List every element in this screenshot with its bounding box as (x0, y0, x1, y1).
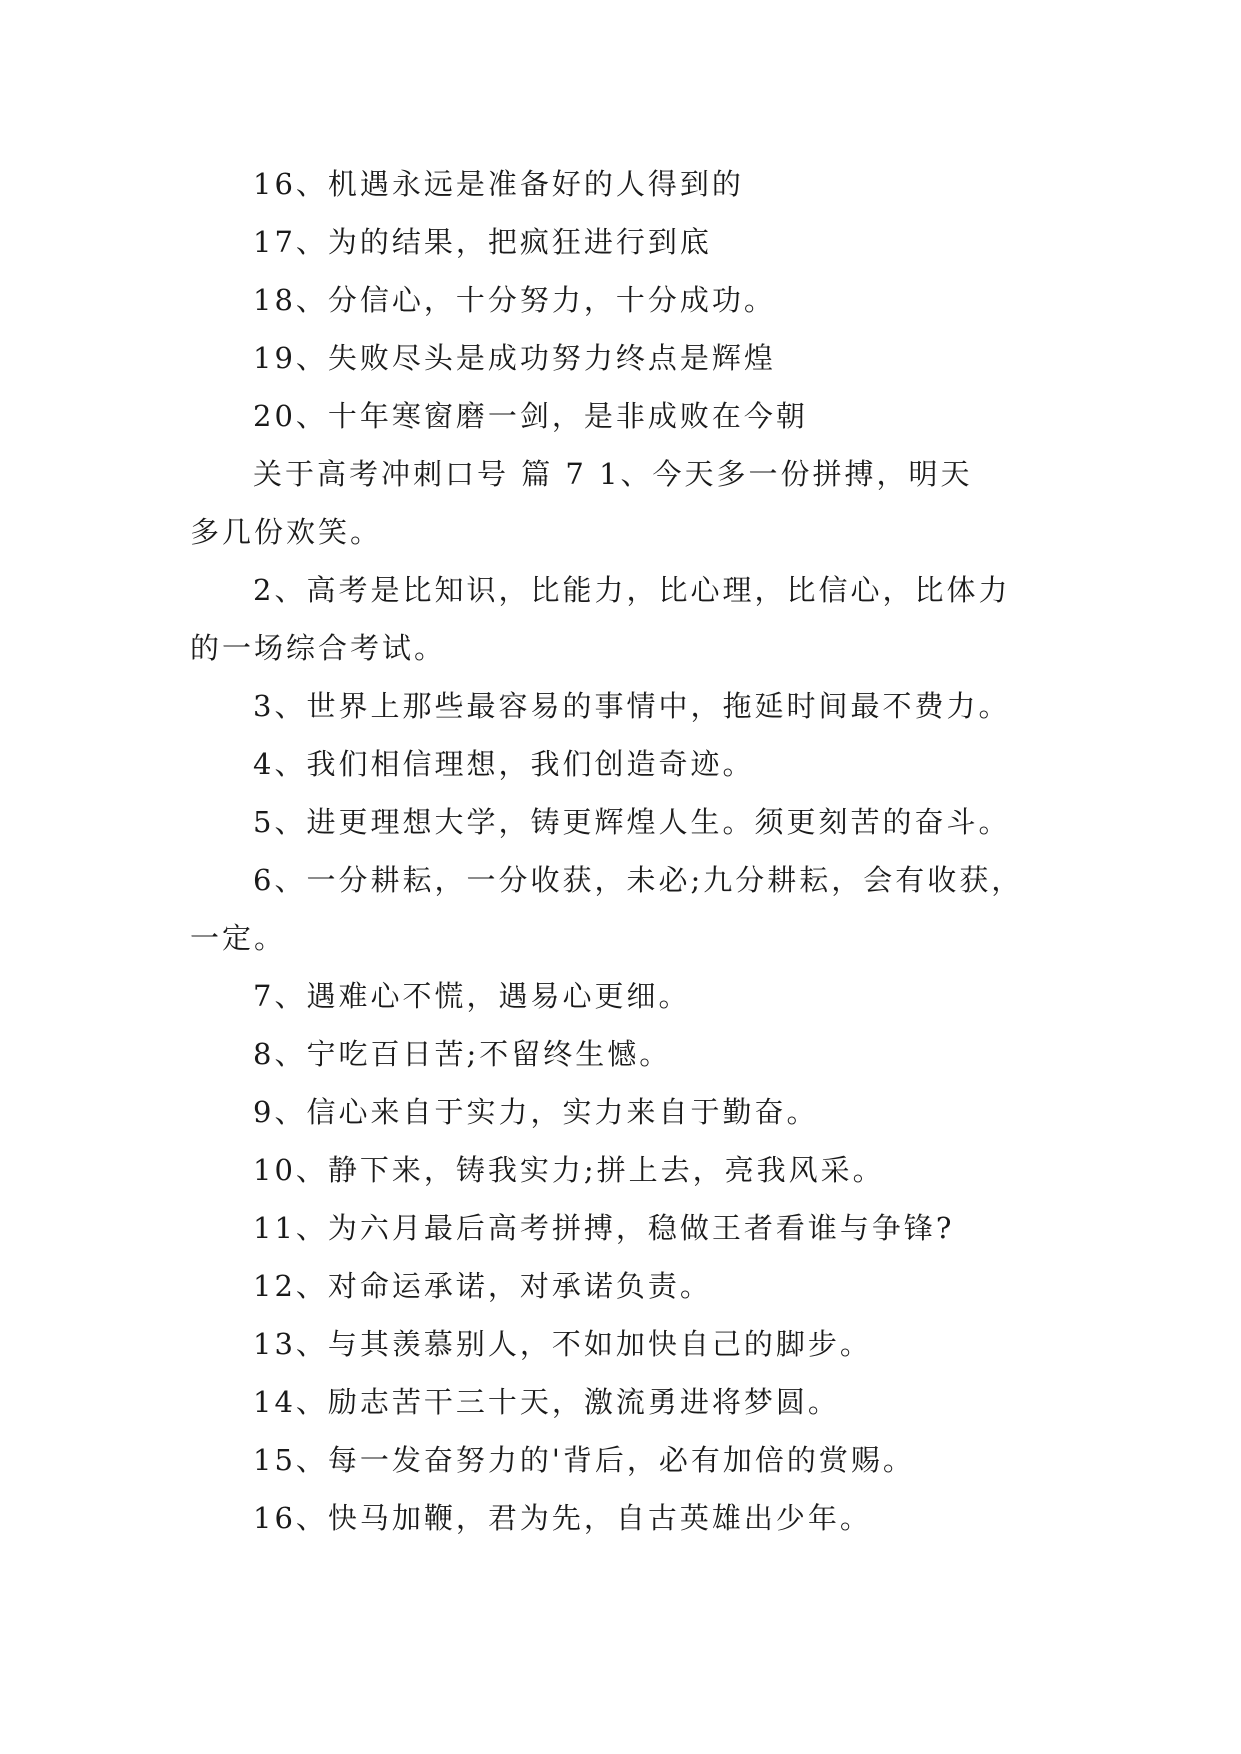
text-line: 一定。 (190, 921, 287, 955)
text-line: 3、世界上那些最容易的事情中，拖延时间最不费力。 (253, 689, 1011, 723)
text-line: 16、快马加鞭，君为先，自古英雄出少年。 (253, 1501, 872, 1535)
text-line: 2、高考是比知识，比能力，比心理，比信心，比体力 (253, 573, 1011, 607)
text-line: 18、分信心，十分努力，十分成功。 (253, 283, 776, 317)
text-line: 19、失败尽头是成功努力终点是辉煌 (253, 341, 776, 375)
text-line: 12、对命运承诺，对承诺负责。 (253, 1269, 712, 1303)
text-line: 11、为六月最后高考拼搏，稳做王者看谁与争锋? (253, 1211, 955, 1245)
section-heading-line: 关于高考冲刺口号 篇 7 1、今天多一份拼搏，明天 (253, 457, 973, 491)
text-line: 6、一分耕耘，一分收获，未必;九分耕耘，会有收获， (253, 863, 1024, 897)
text-line: 5、进更理想大学，铸更辉煌人生。须更刻苦的奋斗。 (253, 805, 1011, 839)
text-line: 10、静下来，铸我实力;拼上去，亮我风采。 (253, 1153, 885, 1187)
text-line: 15、每一发奋努力的'背后，必有加倍的赏赐。 (253, 1443, 915, 1477)
text-line: 8、宁吃百日苦;不留终生憾。 (253, 1037, 672, 1071)
text-line: 4、我们相信理想，我们创造奇迹。 (253, 747, 755, 781)
text-line: 多几份欢笑。 (190, 515, 383, 549)
text-line: 9、信心来自于实力，实力来自于勤奋。 (253, 1095, 819, 1129)
text-line: 16、机遇永远是准备好的人得到的 (253, 167, 744, 201)
text-line: 20、十年寒窗磨一剑，是非成败在今朝 (253, 399, 808, 433)
text-line: 的一场综合考试。 (190, 631, 447, 665)
text-line: 7、遇难心不慌，遇易心更细。 (253, 979, 691, 1013)
text-line: 14、励志苦干三十天，激流勇进将梦圆。 (253, 1385, 840, 1419)
text-line: 17、为的结果，把疯狂进行到底 (253, 225, 712, 259)
text-line: 13、与其羡慕别人，不如加快自己的脚步。 (253, 1327, 872, 1361)
